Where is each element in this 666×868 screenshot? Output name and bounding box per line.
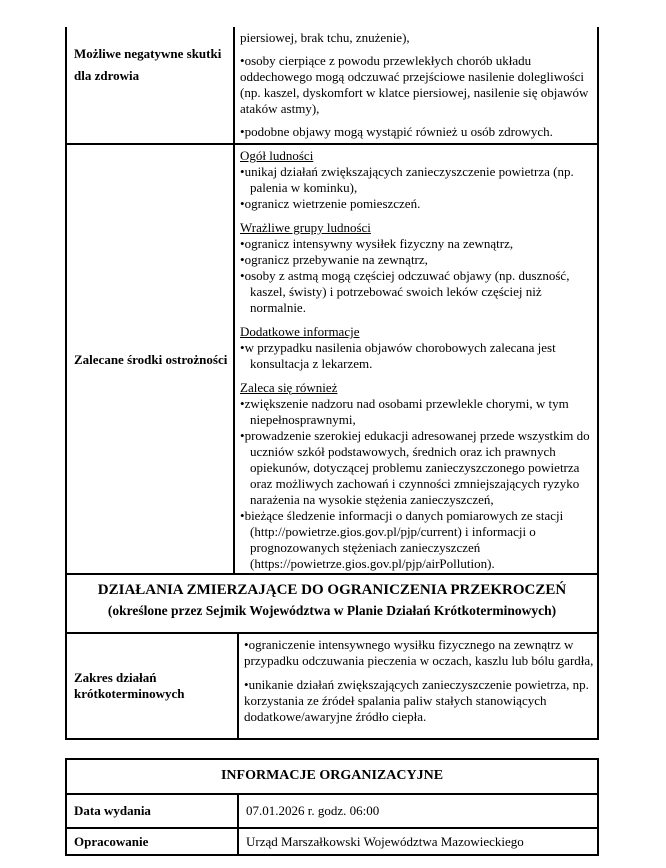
bullet-item: • bieżące śledzenie informacji o danych pomiarowych ze stacji (http://powietrze.gios.gov.pl/pjp/current) i informacji o prognozowanych stężeniach zanieczyszczeń (https://powietrze.gios.gov.pl/pjp/airPollution). xyxy=(240,508,594,572)
carryover-text: piersiowej, brak tchu, znużenie), xyxy=(240,30,410,45)
row-label-possible-health-effects: Możliwe negatywne skutki dla zdrowia xyxy=(67,27,235,143)
group-heading-additional-info: Dodatkowe informacje xyxy=(240,324,360,339)
row-label-issue-date: Data wydania xyxy=(67,795,239,827)
bullet-item: • w przypadku nasilenia objawów chorobowych zalecana jest konsultacja z lekarzem. xyxy=(240,340,594,372)
organizational-info-table xyxy=(65,758,599,856)
bullet-item: • unikaj działań zwiększających zanieczyszczenie powietrza (np. palenia w kominku), xyxy=(240,164,594,196)
short-term-actions-cell xyxy=(239,634,597,738)
actions-title-line2: (określone przez Sejmik Województwa w Planie Działań Krótkoterminowych) xyxy=(107,603,557,618)
bullet-item: • ogranicz wietrzenie pomieszczeń. xyxy=(240,196,594,212)
organizational-info-header: INFORMACJE ORGANIZACYJNE xyxy=(220,768,444,783)
bullet-item: • ogranicz intensywny wysiłek fizyczny na zewnątrz, xyxy=(240,236,594,252)
actions-table xyxy=(65,573,599,740)
table-row-prepared-by xyxy=(67,827,597,854)
group-heading-sensitive-groups: Wrażliwe grupy ludności xyxy=(240,220,371,235)
table-row-issue-date xyxy=(67,793,597,827)
precautions-cell xyxy=(235,145,597,575)
table-row-health-effects xyxy=(67,27,597,143)
actions-table-header xyxy=(67,575,597,632)
bullet-item: • zwiększenie nadzoru nad osobami przewlekle chorymi, w tym niepełnosprawnymi, xyxy=(240,396,594,428)
row-label-short-term-actions-scope: Zakres działań krótkoterminowych xyxy=(67,634,239,738)
table-row-short-term-actions xyxy=(67,632,597,738)
health-effects-cell xyxy=(235,27,597,143)
row-label-recommended-precautions: Zalecane środki ostrożności xyxy=(67,145,235,575)
health-effects-table xyxy=(65,27,599,577)
prepared-by-value: Urząd Marszałkowski Województwa Mazowieckiego xyxy=(246,833,524,849)
issue-date-value: 07.01.2026 r. godz. 06:00 xyxy=(246,803,380,818)
group-heading-also-recommended: Zaleca się również xyxy=(240,380,338,395)
actions-title-line1: DZIAŁANIA ZMIERZAJĄCE DO OGRANICZENIA PRZEKROCZEŃ xyxy=(97,582,567,598)
bullet-item: • ogranicz przebywanie na zewnątrz, xyxy=(240,252,594,268)
bullet-item: • podobne objawy mogą wystąpić również u osób zdrowych. xyxy=(240,124,594,140)
row-label-prepared-by: Opracowanie xyxy=(67,829,239,854)
bullet-item: • ograniczenie intensywnego wysiłku fizycznego na zewnątrz w przypadku odczuwania pieczenia w oczach, kaszlu lub bólu gardła, xyxy=(244,637,594,669)
bullet-item: • unikanie działań zwiększających zanieczyszczenie powietrza, np. korzystania ze źródeł spalania paliw stałych stanowiących dodatkowe/awaryjne źródło ciepła. xyxy=(244,677,594,725)
bullet-item: • osoby cierpiące z powodu przewlekłych chorób układu oddechowego mogą odczuwać przejściowe nasilenie dolegliwości (np. kaszel, dyskomfort w klatce piersiowej, nasilenie się objawów ataków astmy), xyxy=(240,53,594,117)
group-heading-general-population: Ogół ludności xyxy=(240,148,314,163)
bullet-item: • prowadzenie szerokiej edukacji adresowanej przede wszystkim do uczniów szkół podstawowych, średnich oraz ich prawnych opiekunów, dotyczącej problemu zanieczyszczonego powietrza oraz możliwych zachowań i czynności zmniejszających ryzyko narażenia na wysokie stężenia zanieczyszczeń, xyxy=(240,428,594,508)
table-row-precautions xyxy=(67,143,597,575)
bullet-item: • osoby z astmą mogą częściej odczuwać objawy (np. duszność, kaszel, świsty) i potrzebować swoich leków częściej niż normalnie. xyxy=(240,268,594,316)
